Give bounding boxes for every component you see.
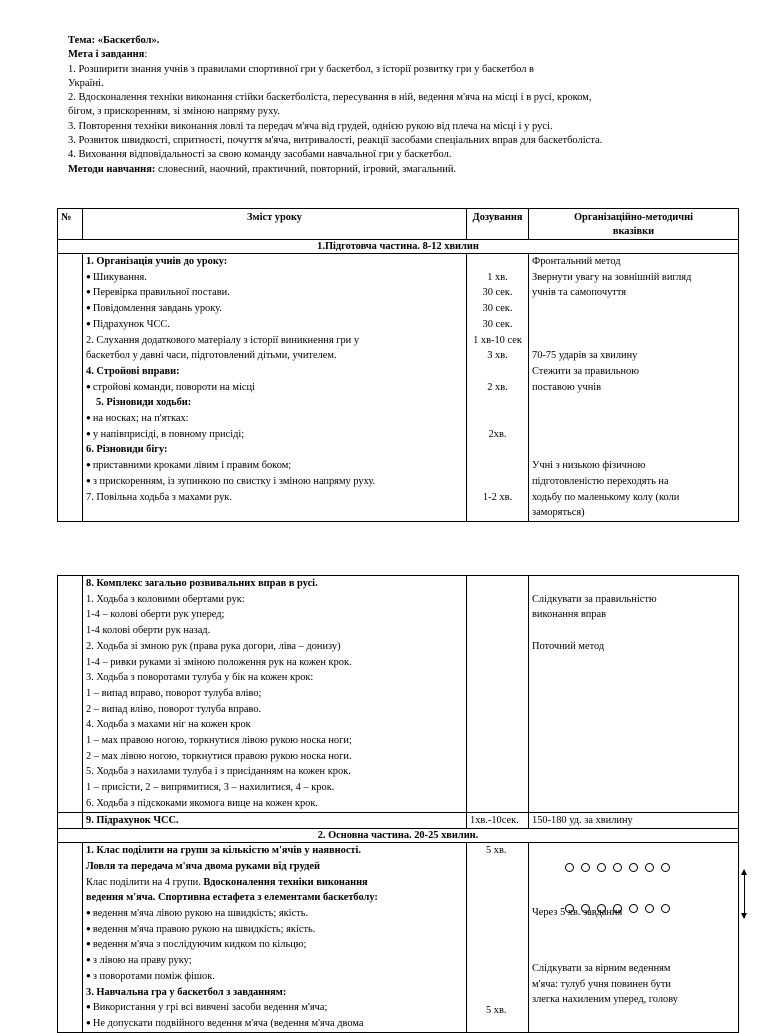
header-org-line-1: Організаційно-методичні xyxy=(573,212,694,223)
methods-value: словесний, наочний, практичний, повторний, ігровий, змагальний. xyxy=(155,163,457,175)
exercise-line: 8. Комплекс загально розвивальних вправ в русі. xyxy=(86,578,318,589)
exercise-line: 1 – мах правою ногою, торкнутися лівою рукою носка ноги; xyxy=(86,735,352,747)
goals-colon: : xyxy=(144,49,148,61)
exercise-line: 1 – випад вправо, поворот тулуба вліво; xyxy=(86,687,262,699)
players-row-1 xyxy=(565,863,677,872)
exercise-line: 1-4 – колові оберти рук уперед; xyxy=(86,609,225,621)
player-marker xyxy=(565,904,574,913)
goal-line: 2. Вдосконалення техніки виконання стійки баскетболіста, пересування в ній, ведення м'яча на місці і в русі, кроком, xyxy=(68,92,592,104)
dose-line xyxy=(470,364,525,380)
dose-line xyxy=(470,395,525,411)
main-line-bold: Вдосконалення техніки виконання xyxy=(203,876,368,888)
org-line: Фронтальний метод xyxy=(532,256,621,267)
topic-value: «Баскетбол». xyxy=(95,35,160,46)
main-dose-1: 5 хв. xyxy=(486,845,507,857)
lesson-intro xyxy=(68,34,748,177)
main-line: ● ведення м'яча з послідуючим кидком по кільцю; xyxy=(86,937,463,953)
double-arrow-icon xyxy=(744,870,745,918)
main-line: ● ведення м'яча лівою рукою на швидкість; якість. xyxy=(86,906,463,922)
player-marker xyxy=(645,863,654,872)
goal-line: 3. Повторення техніки виконання ловлі та передач м'яча від грудей, однією рукою від плеча на місці і у русі. xyxy=(68,120,553,132)
org-line: заморяться) xyxy=(532,507,585,519)
dose-line: 1 хв. xyxy=(487,271,508,283)
main-line: ● ведення м'яча правою рукою на швидкість; якість. xyxy=(86,922,463,938)
org-line xyxy=(532,333,735,349)
player-marker xyxy=(645,904,654,913)
hr-content: 9. Підрахунок ЧСС. xyxy=(86,814,179,826)
content-line: ● стройові команди, повороти на місці xyxy=(86,380,463,396)
exercise-line: 3. Ходьба з поворотами тулуба у бік на кожен крок: xyxy=(86,672,314,684)
dose-line xyxy=(470,458,525,474)
main-content-cell xyxy=(83,843,467,1032)
dose-line: 1-2 хв. xyxy=(482,491,513,503)
goal-line: бігом, з прискоренням, зі зміною напряму руху. xyxy=(68,106,280,118)
player-marker xyxy=(581,863,590,872)
dose-line: 30 сек. xyxy=(482,303,513,315)
exercise-line: 6. Ходьба з підскоками якомога вище на кожен крок. xyxy=(86,797,318,809)
exercise-line: 1-4 колові оберти рук назад. xyxy=(86,625,211,637)
header-content: Зміст уроку xyxy=(83,209,467,240)
org-line: Звернути увагу на зовнішній вигляд xyxy=(532,271,692,283)
goals-list xyxy=(68,63,748,163)
org-line: Учні з низькою фізичною xyxy=(532,460,646,472)
table-row xyxy=(58,254,739,522)
content-cell xyxy=(83,254,467,522)
players-row-2 xyxy=(565,904,677,913)
main-line: ● Не допускати подвійного ведення м'яча (ведення м'яча двома xyxy=(86,1016,463,1032)
content-line: 6. Різновиди бігу: xyxy=(86,444,168,456)
topic-label: Тема: xyxy=(68,35,96,46)
player-marker xyxy=(613,863,622,872)
player-marker xyxy=(613,904,622,913)
hr-dose-cell xyxy=(467,812,529,829)
org-line: поставою учнів xyxy=(532,381,602,393)
lesson-table-part2 xyxy=(57,575,739,1033)
content-line: ● Шикування. xyxy=(86,270,463,286)
player-marker xyxy=(661,863,670,872)
exercise-line: 4. Ходьба з махами ніг на кожен крок xyxy=(86,719,251,731)
dose-line xyxy=(470,442,525,458)
goal-line: 1. Розширити знання учнів з правилами спортивної гри у баскетбол, з історії розвитку гри у баскетбол в xyxy=(68,63,535,75)
content-line: ● у напівприсіді, в повному присіді; xyxy=(86,427,463,443)
dose-line xyxy=(470,411,525,427)
dose-line: 2хв. xyxy=(488,428,507,440)
header-org xyxy=(529,209,739,240)
content-line: ● з прискоренням, із зупинкою по свистку і зміною напряму руху. xyxy=(86,474,463,490)
hr-dose: 1хв.-10сек. xyxy=(470,814,519,826)
org-line: злегка нахиленим уперед, голову xyxy=(532,994,678,1006)
org-line: м'яча: тулуб учня повинен бути xyxy=(532,978,671,990)
table-header-row xyxy=(58,209,739,240)
org-line: підготовленістю переходять на xyxy=(532,475,669,487)
org-line: Слідкувати за правильністю xyxy=(532,593,657,605)
org-line: учнів та самопочуття xyxy=(532,287,627,299)
section-row xyxy=(58,240,739,254)
goal-line: Україні. xyxy=(68,77,104,89)
content-line: 4. Стройові вправи: xyxy=(86,365,180,377)
header-org-line-2: вказівки xyxy=(612,226,655,237)
exercise-line: 2. Ходьба зі змною рук (права рука догори, ліва – донизу) xyxy=(86,640,341,652)
player-marker xyxy=(661,904,670,913)
table-row xyxy=(58,812,739,829)
content-line: 7. Повільна ходьба з махами рук. xyxy=(86,491,232,503)
content-line: баскетбол у давні часи, підготовлений дітьми, учителем. xyxy=(86,350,337,362)
main-line: 1. Клас поділити на групи за кількістю м'ячів у наявності. xyxy=(86,845,362,857)
main-line: ● Використання у грі всі вивчені засоби ведення м'яча; xyxy=(86,1000,463,1016)
player-marker xyxy=(581,904,590,913)
methods-label: Методи навчання: xyxy=(68,163,156,175)
org-line xyxy=(532,301,735,317)
goals-heading xyxy=(68,48,748,62)
main-line: 3. Навчальна гра у баскетбол з завданням: xyxy=(86,986,287,998)
main-line: ● з поворотами поміж фішок. xyxy=(86,969,463,985)
content-line: 5. Різновиди ходьби: xyxy=(96,397,192,409)
exercise-line: 5. Ходьба з нахилами тулуба і з присіданням на кожен крок. xyxy=(86,766,351,778)
content-line: 2. Слухання додаткового матеріалу з історії виникнення гри у xyxy=(86,334,360,346)
main-dose-2: 5 хв. xyxy=(486,1004,507,1016)
hr-content-cell xyxy=(83,812,467,829)
lesson-table-part1 xyxy=(57,208,739,522)
section-title-main: 2. Основна частина. 20-25 хвилин. xyxy=(58,829,739,843)
content-cell xyxy=(83,576,467,813)
org-line xyxy=(532,395,735,411)
header-dose: Дозування xyxy=(467,209,529,240)
hr-org: 150-180 уд. за хвилину xyxy=(532,814,633,826)
content-line: ● на носках; на п'ятках: xyxy=(86,411,463,427)
org-line xyxy=(532,442,735,458)
player-marker xyxy=(629,904,638,913)
header-num: № xyxy=(58,209,83,240)
content-line: ● Підрахунок ЧСС. xyxy=(86,317,463,333)
org-line: виконання вправ xyxy=(532,609,607,621)
dose-line: 30 сек. xyxy=(482,318,513,330)
dose-line: 3 хв. xyxy=(487,350,508,362)
dose-cell xyxy=(467,254,529,522)
num-cell xyxy=(58,843,83,1032)
org-cell xyxy=(529,576,739,813)
main-line-plain: Клас поділити на 4 групи. xyxy=(86,876,204,888)
player-marker xyxy=(597,863,606,872)
content-line: 1. Організація учнів до уроку: xyxy=(86,256,228,267)
dose-line: 30 сек. xyxy=(482,287,513,299)
org-line xyxy=(532,411,735,427)
main-line: ● з лівою на праву руку; xyxy=(86,953,463,969)
main-line: Ловля та передача м'яча двома руками від грудей xyxy=(86,860,320,872)
topic-line xyxy=(68,34,748,48)
org-line xyxy=(532,427,735,443)
player-marker xyxy=(597,904,606,913)
exercise-line: 1 – присісти, 2 – випрямитися, 3 – нахилитися, 4 – крок. xyxy=(86,782,335,794)
org-line: Стежити за правильною xyxy=(532,365,639,377)
main-org-task: Через 5 хв. завдання xyxy=(532,907,623,919)
main-line xyxy=(86,875,463,891)
org-line xyxy=(532,317,735,333)
exercise-line: 2 – мах лівою ногою, торкнутися правою рукою носка ноги. xyxy=(86,750,352,762)
exercise-line: 2 – випад вліво, поворот тулуба вправо. xyxy=(86,703,262,715)
goal-line: 3. Розвиток швидкості, спритності, почуття м'яча, витривалості, реакції засобами спеціальних вправ для баскетболіста. xyxy=(68,135,603,147)
content-line: ● приставними кроками лівим і правим боком; xyxy=(86,458,463,474)
exercise-line: 1. Ходьба з коловими обертами рук: xyxy=(86,593,245,605)
hr-org-cell xyxy=(529,812,739,829)
table-row xyxy=(58,576,739,813)
num-cell xyxy=(58,812,83,829)
dose-line xyxy=(470,254,525,270)
org-cell xyxy=(529,254,739,522)
goal-line: 4. Виховання відповідальності за свою команду засобами навчальної гри у баскетбол. xyxy=(68,149,452,161)
org-line: Слідкувати за вірним веденням xyxy=(532,962,671,974)
org-line: 70-75 ударів за хвилину xyxy=(532,350,638,362)
section-row xyxy=(58,829,739,843)
section-title-preparatory: 1.Підготовча частина. 8-12 хвилин xyxy=(58,240,739,254)
dose-line: 1 хв-10 сек xyxy=(473,334,522,346)
org-line xyxy=(532,576,735,592)
dose-line: 2 хв. xyxy=(487,381,508,393)
dose-cell xyxy=(467,576,529,813)
num-cell xyxy=(58,254,83,522)
org-line: Поточний метод xyxy=(532,640,605,652)
player-marker xyxy=(565,863,574,872)
player-marker xyxy=(629,863,638,872)
main-org-watch xyxy=(532,961,735,1008)
main-dose-cell xyxy=(467,843,529,1032)
org-line xyxy=(532,623,735,639)
num-cell xyxy=(58,576,83,813)
main-line: ведення м'яча. Спортивна естафета з елементами баскетболу: xyxy=(86,892,378,904)
exercise-line: 1-4 – ривки руками зі зміною положення рук на кожен крок. xyxy=(86,656,352,668)
methods-line xyxy=(68,163,748,177)
content-line: ● Повідомлення завдань уроку. xyxy=(86,301,463,317)
content-line: ● Перевірка правильної постави. xyxy=(86,285,463,301)
org-line: ходьбу по маленькому колу (коли xyxy=(532,491,680,503)
goals-label: Мета і завдання xyxy=(68,49,145,61)
dose-line xyxy=(470,474,525,490)
